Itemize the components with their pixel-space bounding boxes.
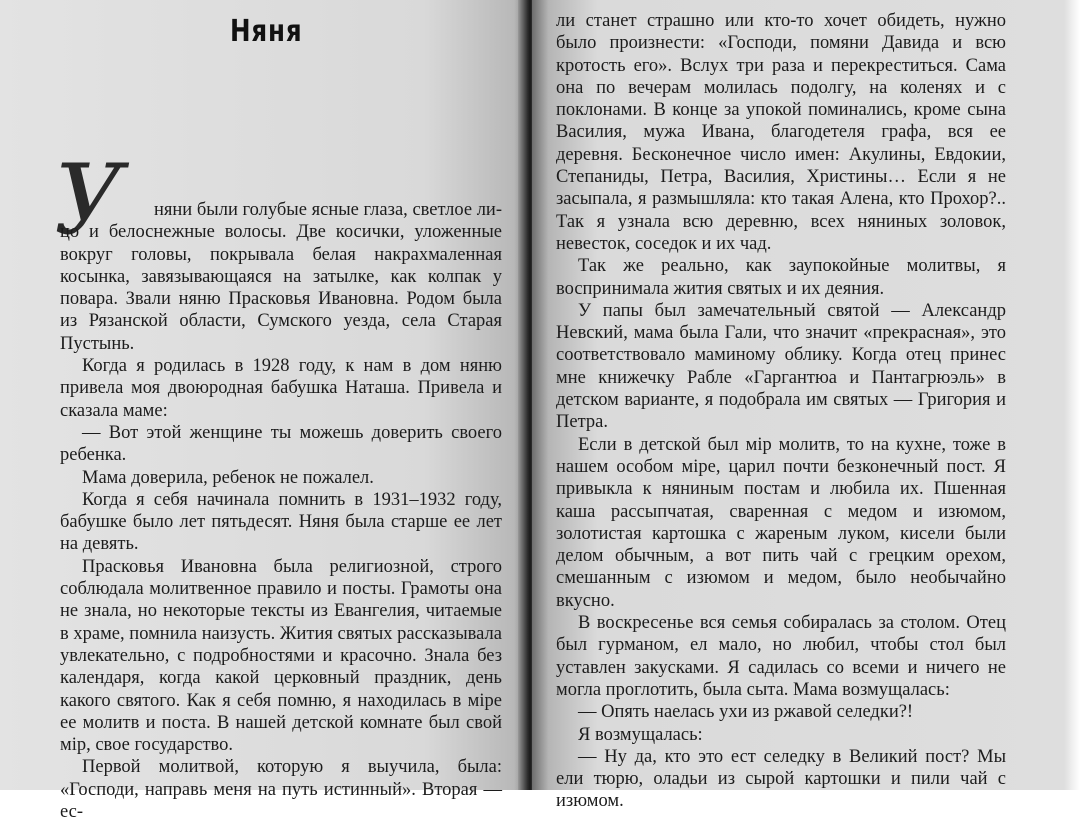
left-page-text [60, 199, 502, 823]
right-paragraph-5: — Опять наелась ухи из ржавой селедки?! [578, 702, 914, 723]
left-paragraph-4: Когда я себя начинала помнить в 1931–1932 году, бабушке было лет пятьдесят. Няня была старше ее лет на девять. [60, 489, 502, 555]
right-paragraph-0: ли станет страшно или кто-то хочет обидеть, нужно было произнести: «Господи, помяни Давида и всю кротость его». Вслух три раза и перекреститься. Сама она по вечерам молилась подолгу, на коленях и с поклонами. В конце за упокой поминались, кроме сына Василия, мужа Ивана, благодетеля графа, вся ее деревня. Бесконечное число имен: Акулины, Евдокии, Степаниды, Петра, Василия, Христины… Если я не засыпала, я размышляла: кто такая Алена, кто Прохор?.. Так я узнала всю деревню, всех няниных золовок, невесток, соседок и их чад. [556, 11, 1006, 254]
left-paragraph-1: Когда я родилась в 1928 году, к нам в дом няню привела моя двоюродная бабушка Наташа. Привела и сказала маме: [60, 356, 502, 421]
right-paragraph-2: У папы был замечательный святой — Александр Невский, мама была Гали, что значит «прекрасная», это соответствовало маминому облику. Когда отец принес мне книжечку Рабле «Гаргантюа и Пантагрюэль» в детском варианте, я подобрала им святых — Григория и Петра. [556, 300, 1006, 433]
right-paragraph-7: — Ну да, кто это ест селедку в Великий пост? Мы ели тюрю, оладьи из сырой картошки и пили чай с изюмом. [556, 746, 1006, 812]
drop-cap: У [54, 144, 124, 256]
left-paragraph-6: Первой молитвой, которую я выучила, была: «Господи, направь меня на путь истинный». Вторая — ес- [60, 757, 502, 823]
left-paragraph-0: няни были голубые ясные глаза, светлое ли- цо и белоснежные волосы. Две косички, уложенные вокруг головы, покрывала белая накрахмаленная косынка, завязывающаяся на затылке, как колпак у повара. Звали няню Прасковья Ивановна. Родом была из Рязанской области, Сумского уезда, села Старая Пустынь. [60, 200, 502, 354]
left-paragraph-5: Прасковья Ивановна была религиозной, строго соблюдала молитвенное правило и посты. Грамоты она не знала, но некоторые тексты из Евангелия, читаемые в храме, помнила наизусть. Жития святых рассказывала увлекательно, с подробностями и красочно. Знала без календаря, когда какой церковный праздник, день какого святого. Как я себя помню, я находилась в міре ее молитв и поста. В нашей детской комнате был свой мір, свое государство. [60, 556, 502, 756]
right-paragraph-6: Я возмущалась: [578, 724, 703, 745]
right-paragraph-1: Так же реально, как заупокойные молитвы, я воспринимала жития святых и их деяния. [556, 256, 1006, 299]
right-page-text [556, 10, 1006, 813]
page-edge [1064, 0, 1080, 790]
right-paragraph-3: Если в детской был мір молитв, то на кухне, тоже в нашем особом міре, царил почти безконечный пост. Я привыкла к няниным постам и любила их. Пшенная каша рассыпчатая, сваренная с медом и изюмом, золотистая картошка с жареным луком, кисели были делом обычным, а вот пить чай с грецким орехом, смешанным с изюмом и медом, было необычайно вкусно. [556, 434, 1006, 611]
right-paragraph-4: В воскресенье вся семья собиралась за столом. Отец был гурманом, ел мало, но любил, чтобы стол был уставлен закусками. Я садилась со всеми и ничего не могла проглотить, была сыта. Мама возмущалась: [556, 613, 1006, 700]
left-paragraph-3: Мама доверила, ребенок не пожалел. [82, 467, 374, 488]
left-page [0, 0, 530, 823]
chapter-title: Няня [230, 14, 303, 49]
left-paragraph-2: — Вот этой женщине ты можешь доверить своего ребенка. [60, 422, 502, 466]
